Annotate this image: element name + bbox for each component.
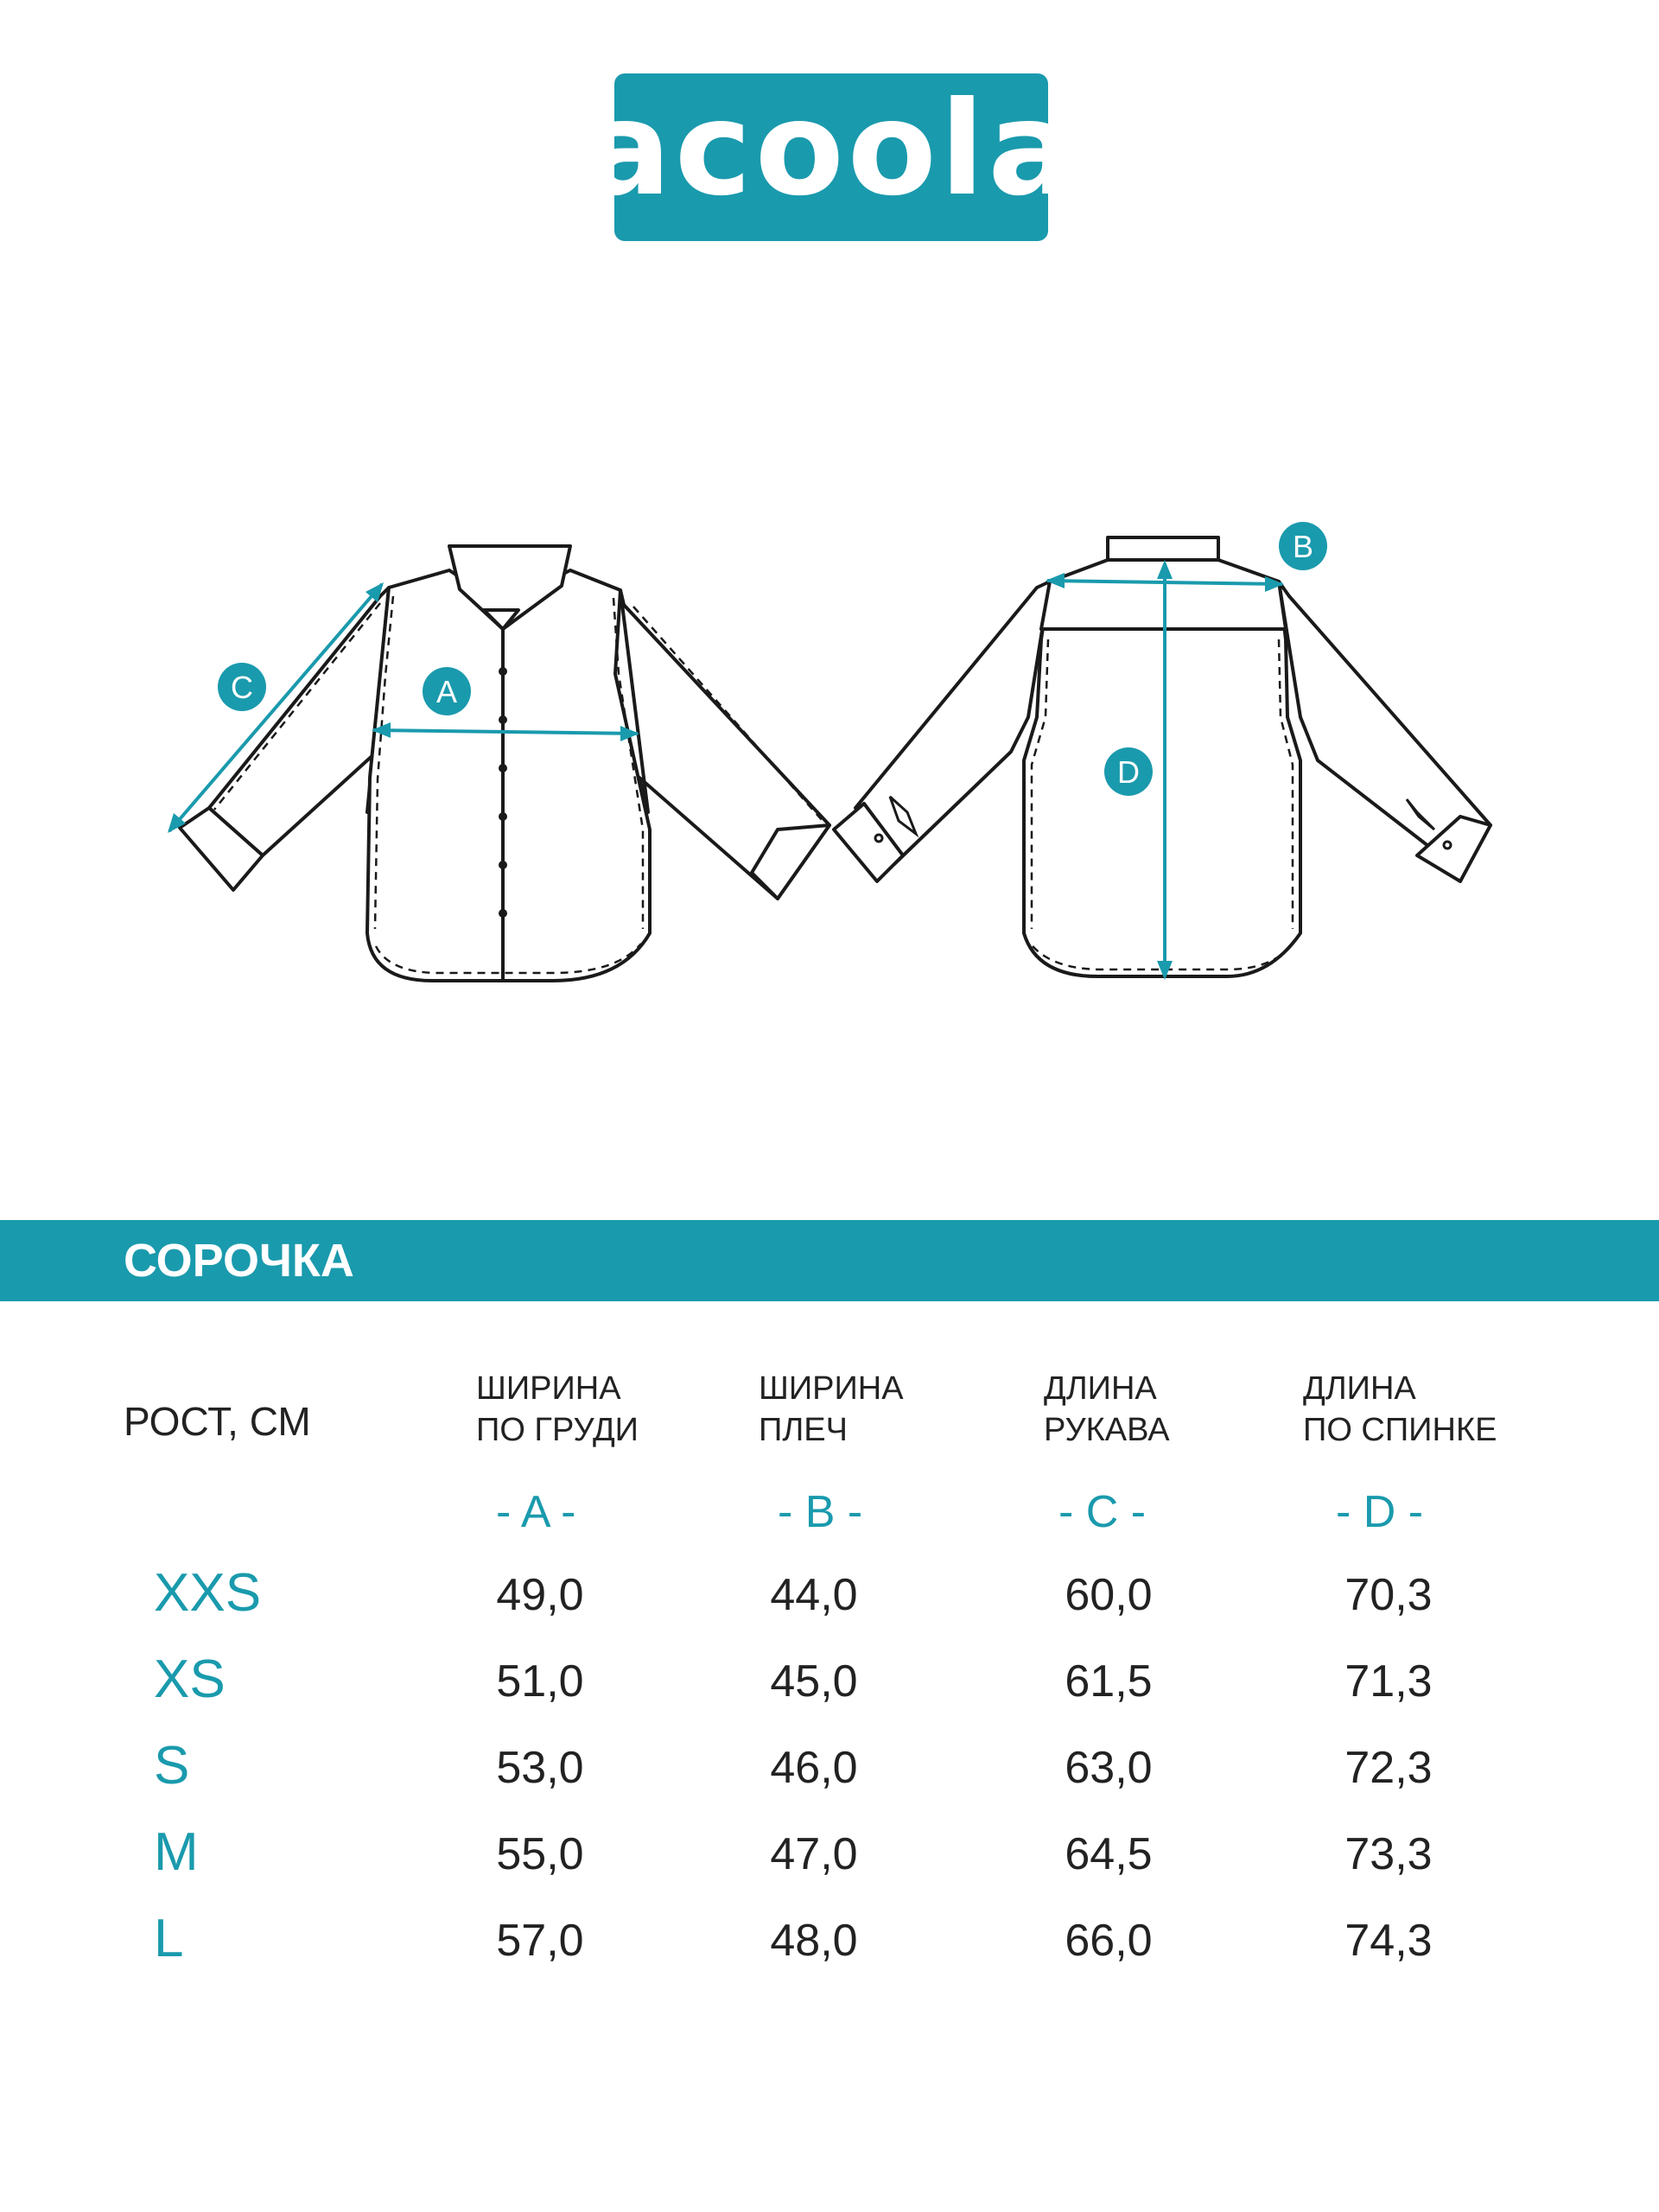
table-cell: 48,0	[770, 1916, 858, 1966]
column-code-d: - D -	[1336, 1487, 1424, 1537]
table-cell: 47,0	[770, 1829, 858, 1879]
size-label: S	[154, 1736, 190, 1796]
label-b: B	[1292, 529, 1314, 564]
size-label: M	[154, 1822, 199, 1882]
table-cell: 49,0	[496, 1570, 584, 1620]
column-code-a: - A -	[496, 1487, 576, 1537]
table-cell: 57,0	[496, 1916, 584, 1966]
table-cell: 71,3	[1344, 1656, 1433, 1707]
column-header-d: ДЛИНА ПО СПИНКЕ	[1303, 1370, 1497, 1448]
shirt-back-drawing	[834, 537, 1491, 976]
size-label: XS	[154, 1649, 226, 1709]
table-cell: 45,0	[770, 1656, 858, 1707]
shirt-diagram	[0, 484, 1659, 1002]
title-bar	[0, 1220, 1659, 1301]
table-cell: 53,0	[496, 1743, 584, 1793]
table-cell: 70,3	[1344, 1570, 1433, 1620]
table-cell: 44,0	[770, 1570, 858, 1620]
table-cell: 74,3	[1344, 1916, 1433, 1966]
column-code-b: - B -	[778, 1487, 863, 1537]
column-header-b: ШИРИНА ПЛЕЧ	[759, 1370, 904, 1448]
size-label: L	[154, 1909, 184, 1968]
table-cell: 66,0	[1065, 1916, 1153, 1966]
table-cell: 64,5	[1065, 1829, 1153, 1879]
brand-logo	[583, 73, 1079, 241]
table-cell: 46,0	[770, 1743, 858, 1793]
label-a: A	[435, 674, 458, 709]
page-title: СОРОЧКА	[124, 1235, 354, 1287]
label-c: C	[231, 670, 253, 705]
size-label: XXS	[154, 1563, 262, 1623]
table-cell: 60,0	[1065, 1570, 1153, 1620]
column-header-c: ДЛИНА РУКАВА	[1044, 1370, 1170, 1448]
label-d: D	[1117, 754, 1140, 790]
table-cell: 55,0	[496, 1829, 584, 1879]
column-header-a: ШИРИНА ПО ГРУДИ	[476, 1370, 639, 1448]
table-cell: 63,0	[1065, 1743, 1153, 1793]
table-cell: 51,0	[496, 1656, 584, 1707]
table-cell: 72,3	[1344, 1743, 1433, 1793]
table-cell: 73,3	[1344, 1829, 1433, 1879]
logo-text: acoola	[583, 74, 1079, 225]
row-header: РОСТ, СМ	[124, 1399, 311, 1444]
table-cell: 61,5	[1065, 1656, 1153, 1707]
column-code-c: - C -	[1058, 1487, 1147, 1537]
